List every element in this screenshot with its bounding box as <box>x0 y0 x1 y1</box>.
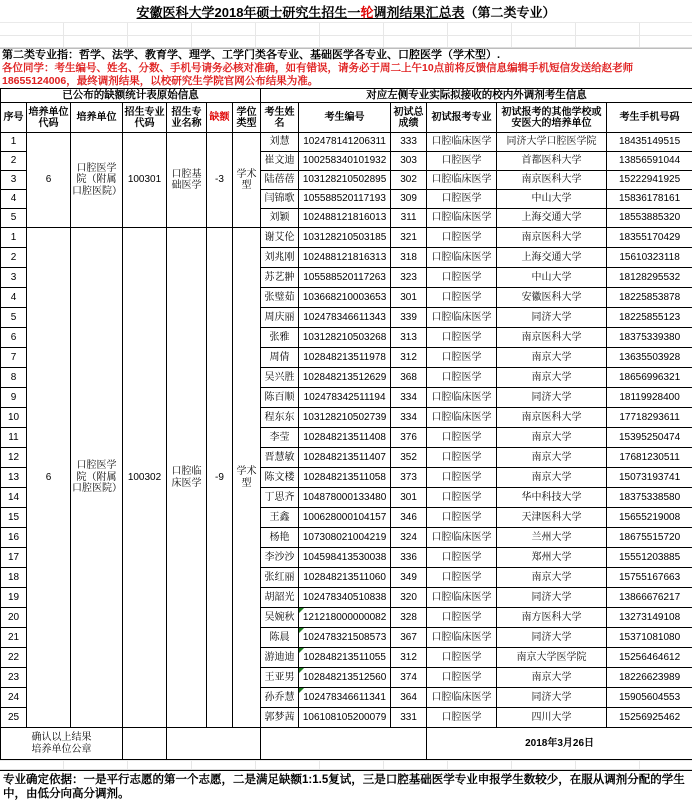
applied-major-cell[interactable]: 口腔医学 <box>427 708 497 728</box>
page-title <box>0 0 692 22</box>
col-header-phone[interactable]: 考生手机号码 <box>607 103 692 133</box>
phone-cell[interactable]: 13866676217 <box>607 588 692 608</box>
applied-school-cell[interactable]: 南京大学医学院 <box>497 648 607 668</box>
phone-cell[interactable]: 18675515720 <box>607 528 692 548</box>
score-cell[interactable]: 323 <box>391 268 427 288</box>
applied-school-cell[interactable]: 南京医科大学 <box>497 408 607 428</box>
unit-code-cell[interactable]: 6 <box>27 228 71 728</box>
seq-cell[interactable]: 12 <box>1 448 27 468</box>
notes-block <box>0 48 692 88</box>
flag-triangle-icon <box>299 628 304 633</box>
score-cell[interactable]: 368 <box>391 368 427 388</box>
score-cell[interactable]: 318 <box>391 248 427 268</box>
phone-cell[interactable]: 15905604553 <box>607 688 692 708</box>
score-cell[interactable]: 346 <box>391 508 427 528</box>
exam-number-cell[interactable]: 102488121816013 <box>299 209 391 228</box>
score-cell[interactable]: 320 <box>391 588 427 608</box>
seq-cell[interactable]: 23 <box>1 668 27 688</box>
candidate-name-cell[interactable]: 陈晨 <box>261 628 299 648</box>
exam-number-cell[interactable]: 121218000000082 <box>299 608 391 628</box>
empty-grid-band-bottom <box>0 760 692 770</box>
col-header-major-name[interactable]: 招生专业名称 <box>167 103 207 133</box>
candidate-name-cell[interactable]: 周倩 <box>261 348 299 368</box>
category-note-label: 第二类专业指： <box>2 49 79 61</box>
phone-cell[interactable]: 17681230511 <box>607 448 692 468</box>
seq-cell[interactable]: 8 <box>1 368 27 388</box>
applied-school-cell[interactable]: 同济大学 <box>497 588 607 608</box>
applied-major-cell[interactable]: 口腔临床医学 <box>427 388 497 408</box>
applied-major-cell[interactable]: 口腔医学 <box>427 508 497 528</box>
applied-major-cell[interactable]: 口腔医学 <box>427 668 497 688</box>
results-table <box>0 88 692 760</box>
score-cell[interactable]: 309 <box>391 190 427 209</box>
phone-cell[interactable]: 13635503928 <box>607 348 692 368</box>
category-note <box>2 49 690 62</box>
phone-cell[interactable]: 18656996321 <box>607 368 692 388</box>
applied-school-cell[interactable]: 南京大学 <box>497 348 607 368</box>
applied-school-cell[interactable]: 南京大学 <box>497 568 607 588</box>
applied-school-cell[interactable]: 同济大学 <box>497 628 607 648</box>
score-cell[interactable]: 352 <box>391 448 427 468</box>
applied-major-cell[interactable]: 口腔临床医学 <box>427 248 497 268</box>
seq-cell[interactable]: 5 <box>1 308 27 328</box>
degree-type-cell[interactable]: 学术型 <box>233 133 261 228</box>
applied-major-cell[interactable]: 口腔医学 <box>427 468 497 488</box>
warning-note: 各位同学：考生编号、姓名、分数、手机号请务必核对准确，如有错误，请务必于周二上午10点前将反馈信息编辑手机短信发送给赵老师18655124006，最终调剂结果，以校研究生学院官网公布结果为准。 <box>2 62 690 88</box>
applied-school-cell[interactable]: 首都医科大学 <box>497 152 607 171</box>
confirm-empty-cell-1[interactable] <box>123 728 167 760</box>
score-cell[interactable]: 301 <box>391 288 427 308</box>
seq-cell[interactable]: 20 <box>1 608 27 628</box>
applied-school-cell[interactable]: 天津医科大学 <box>497 508 607 528</box>
basis-note-label: 专业确定依据： <box>3 774 84 786</box>
seq-cell[interactable]: 3 <box>1 268 27 288</box>
score-cell[interactable]: 311 <box>391 209 427 228</box>
exam-number-cell[interactable]: 102848213511408 <box>299 428 391 448</box>
applied-major-cell[interactable]: 口腔医学 <box>427 368 497 388</box>
seq-cell[interactable]: 7 <box>1 348 27 368</box>
table-row <box>1 228 692 248</box>
applied-major-cell[interactable]: 口腔医学 <box>427 568 497 588</box>
applied-school-cell[interactable]: 中山大学 <box>497 190 607 209</box>
exam-number-cell[interactable]: 107308021004219 <box>299 528 391 548</box>
candidate-name-cell[interactable]: 杨艳 <box>261 528 299 548</box>
seq-cell[interactable]: 1 <box>1 133 27 152</box>
candidate-name-cell[interactable]: 吴兴胜 <box>261 368 299 388</box>
candidate-name-cell[interactable]: 王鑫 <box>261 508 299 528</box>
seq-cell[interactable]: 6 <box>1 328 27 348</box>
flag-triangle-icon <box>299 668 304 673</box>
unit-name-cell[interactable]: 口腔医学院（附属口腔医院） <box>71 228 123 728</box>
phone-cell[interactable]: 18355170429 <box>607 228 692 248</box>
exam-number-cell[interactable]: 102848213511058 <box>299 468 391 488</box>
exam-number-cell[interactable]: 102848213512629 <box>299 368 391 388</box>
score-cell[interactable]: 302 <box>391 171 427 190</box>
phone-cell[interactable]: 15395250474 <box>607 428 692 448</box>
score-cell[interactable]: 349 <box>391 568 427 588</box>
exam-number-cell[interactable]: 102478340510838 <box>299 588 391 608</box>
col-header-unit-code[interactable]: 培养单位代码 <box>27 103 71 133</box>
phone-cell[interactable]: 17718293611 <box>607 408 692 428</box>
candidate-name-cell[interactable]: 丁思齐 <box>261 488 299 508</box>
exam-number-cell[interactable]: 102478342511194 <box>299 388 391 408</box>
col-header-quota[interactable]: 缺额 <box>207 103 233 133</box>
candidate-name-cell[interactable]: 游迪迪 <box>261 648 299 668</box>
seq-cell[interactable]: 5 <box>1 209 27 228</box>
applied-major-cell[interactable]: 口腔医学 <box>427 190 497 209</box>
confirm-row <box>1 728 692 760</box>
seq-cell[interactable]: 2 <box>1 248 27 268</box>
exam-number-cell[interactable]: 106108105200079 <box>299 708 391 728</box>
applied-major-cell[interactable]: 口腔临床医学 <box>427 588 497 608</box>
exam-number-cell[interactable]: 103128210502739 <box>299 408 391 428</box>
phone-cell[interactable]: 15551203885 <box>607 548 692 568</box>
candidate-name-cell[interactable]: 张红丽 <box>261 568 299 588</box>
col-header-seq[interactable]: 序号 <box>1 103 27 133</box>
applied-school-cell[interactable]: 华中科技大学 <box>497 488 607 508</box>
score-cell[interactable]: 312 <box>391 348 427 368</box>
applied-school-cell[interactable]: 同济大学口腔医学院 <box>497 133 607 152</box>
applied-major-cell[interactable]: 口腔医学 <box>427 348 497 368</box>
unit-code-cell[interactable]: 6 <box>27 133 71 228</box>
col-header-applied-school[interactable]: 初试报考的其他学校或安医大的培养单位 <box>497 103 607 133</box>
category-note-text: 哲学、法学、教育学、理学、工学门类各专业、基础医学各专业、口腔医学（学术型）. <box>79 49 500 61</box>
applied-major-cell[interactable]: 口腔医学 <box>427 488 497 508</box>
score-cell[interactable]: 339 <box>391 308 427 328</box>
seq-cell[interactable]: 2 <box>1 152 27 171</box>
seq-cell[interactable]: 25 <box>1 708 27 728</box>
candidate-name-cell[interactable]: 程东东 <box>261 408 299 428</box>
candidate-name-cell[interactable]: 崔文迪 <box>261 152 299 171</box>
candidate-name-cell[interactable]: 王亚男 <box>261 668 299 688</box>
phone-cell[interactable]: 18375339380 <box>607 328 692 348</box>
exam-number-cell[interactable]: 105588520117263 <box>299 268 391 288</box>
applied-school-cell[interactable]: 南京大学 <box>497 368 607 388</box>
seq-cell[interactable]: 16 <box>1 528 27 548</box>
right-group-header[interactable]: 对应左侧专业实际拟接收的校内外调剂考生信息 <box>261 89 692 103</box>
candidate-name-cell[interactable]: 刘兆刚 <box>261 248 299 268</box>
score-cell[interactable]: 303 <box>391 152 427 171</box>
phone-cell[interactable]: 15256925462 <box>607 708 692 728</box>
exam-number-cell[interactable]: 104598413530038 <box>299 548 391 568</box>
quota-cell[interactable]: -3 <box>207 133 233 228</box>
seq-cell[interactable]: 1 <box>1 228 27 248</box>
score-cell[interactable]: 331 <box>391 708 427 728</box>
exam-number-cell[interactable]: 100628000104157 <box>299 508 391 528</box>
seq-cell[interactable]: 9 <box>1 388 27 408</box>
exam-number-cell[interactable]: 102848213512560 <box>299 668 391 688</box>
exam-number-cell[interactable]: 102478141206311 <box>299 133 391 152</box>
candidate-name-cell[interactable]: 刘颖 <box>261 209 299 228</box>
seq-cell[interactable]: 22 <box>1 648 27 668</box>
applied-major-cell[interactable]: 口腔医学 <box>427 648 497 668</box>
candidate-name-cell[interactable]: 张雅 <box>261 328 299 348</box>
candidate-name-cell[interactable]: 闫锦歌 <box>261 190 299 209</box>
score-cell[interactable]: 328 <box>391 608 427 628</box>
exam-number-cell[interactable]: 102478346611343 <box>299 308 391 328</box>
applied-school-cell[interactable]: 同济大学 <box>497 688 607 708</box>
score-cell[interactable]: 324 <box>391 528 427 548</box>
column-header-row <box>1 103 692 133</box>
exam-number-cell[interactable]: 102488121816313 <box>299 248 391 268</box>
applied-school-cell[interactable]: 南京大学 <box>497 448 607 468</box>
confirm-line1: 确认以上结果 <box>2 732 121 744</box>
major-name-cell[interactable]: 口腔临床医学 <box>167 228 207 728</box>
confirm-empty-cell-3[interactable] <box>261 728 427 760</box>
seq-cell[interactable]: 19 <box>1 588 27 608</box>
score-cell[interactable]: 301 <box>391 488 427 508</box>
page-title-highlight: 轮 <box>360 5 373 20</box>
applied-major-cell[interactable]: 口腔临床医学 <box>427 408 497 428</box>
seq-cell[interactable]: 4 <box>1 190 27 209</box>
exam-number-cell[interactable]: 102848213511407 <box>299 448 391 468</box>
flag-triangle-icon <box>299 608 304 613</box>
score-cell[interactable]: 367 <box>391 628 427 648</box>
applied-major-cell[interactable]: 口腔医学 <box>427 268 497 288</box>
score-cell[interactable]: 334 <box>391 408 427 428</box>
applied-major-cell[interactable]: 口腔医学 <box>427 328 497 348</box>
candidate-name-cell[interactable]: 周庆丽 <box>261 308 299 328</box>
col-header-degree-type[interactable]: 学位类型 <box>233 103 261 133</box>
flag-triangle-icon <box>299 648 304 653</box>
exam-number-cell[interactable]: 103128210503185 <box>299 228 391 248</box>
applied-major-cell[interactable]: 口腔临床医学 <box>427 209 497 228</box>
phone-cell[interactable]: 18119928400 <box>607 388 692 408</box>
seq-cell[interactable]: 24 <box>1 688 27 708</box>
score-cell[interactable]: 313 <box>391 328 427 348</box>
applied-school-cell[interactable]: 南京大学 <box>497 428 607 448</box>
major-code-cell[interactable]: 100302 <box>123 228 167 728</box>
applied-major-cell[interactable]: 口腔临床医学 <box>427 308 497 328</box>
phone-cell[interactable]: 15755167663 <box>607 568 692 588</box>
candidate-name-cell[interactable]: 陈文楼 <box>261 468 299 488</box>
exam-number-cell[interactable]: 102478346611341 <box>299 688 391 708</box>
exam-number-cell[interactable]: 100258340101932 <box>299 152 391 171</box>
major-name-cell[interactable]: 口腔基础医学 <box>167 133 207 228</box>
candidate-name-cell[interactable]: 吴婉秋 <box>261 608 299 628</box>
applied-major-cell[interactable]: 口腔医学 <box>427 448 497 468</box>
date-cell[interactable]: 2018年3月26日 <box>427 728 692 760</box>
applied-major-cell[interactable]: 口腔医学 <box>427 288 497 308</box>
phone-cell[interactable]: 15655219008 <box>607 508 692 528</box>
col-header-applied-major[interactable]: 初试报考专业 <box>427 103 497 133</box>
results-table-body <box>1 133 692 728</box>
basis-note-text: 一是平行志愿的第一个志愿，二是满足缺额1:1.5复试，三是口腔基础医学专业申报学生数较少，在服从调剂分配的学生中，由低分向高分调剂。 <box>3 774 685 800</box>
page-title-paren: （第二类专业） <box>464 2 555 21</box>
exam-number-cell[interactable]: 105588520117193 <box>299 190 391 209</box>
score-cell[interactable]: 336 <box>391 548 427 568</box>
page-title-prefix: 安徽医科大学2018年硕士研究生招生一 <box>137 5 361 20</box>
applied-major-cell[interactable]: 口腔临床医学 <box>427 133 497 152</box>
applied-major-cell[interactable]: 口腔临床医学 <box>427 171 497 190</box>
col-header-major-code[interactable]: 招生专业代码 <box>123 103 167 133</box>
phone-cell[interactable]: 18226623989 <box>607 668 692 688</box>
confirm-line2: 培养单位公章 <box>2 744 121 756</box>
seq-cell[interactable]: 3 <box>1 171 27 190</box>
applied-major-cell[interactable]: 口腔临床医学 <box>427 688 497 708</box>
col-header-score[interactable]: 初试总成绩 <box>391 103 427 133</box>
applied-school-cell[interactable]: 郑州大学 <box>497 548 607 568</box>
applied-school-cell[interactable]: 同济大学 <box>497 308 607 328</box>
score-cell[interactable]: 321 <box>391 228 427 248</box>
applied-major-cell[interactable]: 口腔医学 <box>427 152 497 171</box>
table-row <box>1 133 692 152</box>
applied-major-cell[interactable]: 口腔临床医学 <box>427 528 497 548</box>
score-cell[interactable]: 333 <box>391 133 427 152</box>
seq-cell[interactable]: 13 <box>1 468 27 488</box>
exam-number-cell[interactable]: 103128210503268 <box>299 328 391 348</box>
group-header-row <box>1 89 692 103</box>
candidate-name-cell[interactable]: 李沙沙 <box>261 548 299 568</box>
candidate-name-cell[interactable]: 郭梦茜 <box>261 708 299 728</box>
score-cell[interactable]: 376 <box>391 428 427 448</box>
applied-school-cell[interactable]: 安徽医科大学 <box>497 288 607 308</box>
seq-cell[interactable]: 17 <box>1 548 27 568</box>
applied-school-cell[interactable]: 南京大学 <box>497 668 607 688</box>
applied-school-cell[interactable]: 中山大学 <box>497 268 607 288</box>
exam-number-cell[interactable]: 102848213511060 <box>299 568 391 588</box>
candidate-name-cell[interactable]: 陆蓓蓓 <box>261 171 299 190</box>
confirm-cell[interactable] <box>1 728 123 760</box>
exam-number-cell[interactable]: 102478321508573 <box>299 628 391 648</box>
score-cell[interactable]: 334 <box>391 388 427 408</box>
applied-school-cell[interactable]: 南京医科大学 <box>497 328 607 348</box>
exam-number-cell[interactable]: 103668210003653 <box>299 288 391 308</box>
applied-school-cell[interactable]: 南京大学 <box>497 468 607 488</box>
seq-cell[interactable]: 15 <box>1 508 27 528</box>
phone-cell[interactable]: 13856591044 <box>607 152 692 171</box>
applied-major-cell[interactable]: 口腔医学 <box>427 608 497 628</box>
score-cell[interactable]: 364 <box>391 688 427 708</box>
col-header-candidate-name[interactable]: 考生姓名 <box>261 103 299 133</box>
phone-cell[interactable]: 18375338580 <box>607 488 692 508</box>
seq-cell[interactable]: 21 <box>1 628 27 648</box>
applied-school-cell[interactable]: 上海交通大学 <box>497 248 607 268</box>
confirm-empty-cell-2[interactable] <box>167 728 261 760</box>
candidate-name-cell[interactable]: 谢艾伦 <box>261 228 299 248</box>
score-cell[interactable]: 374 <box>391 668 427 688</box>
phone-cell[interactable]: 18553885320 <box>607 209 692 228</box>
applied-school-cell[interactable]: 上海交通大学 <box>497 209 607 228</box>
col-header-exam-number[interactable]: 考生编号 <box>299 103 391 133</box>
phone-cell[interactable]: 18225855123 <box>607 308 692 328</box>
phone-cell[interactable]: 15371081080 <box>607 628 692 648</box>
applied-major-cell[interactable]: 口腔临床医学 <box>427 628 497 648</box>
applied-major-cell[interactable]: 口腔医学 <box>427 428 497 448</box>
empty-grid-band <box>0 22 692 48</box>
phone-cell[interactable]: 13273149108 <box>607 608 692 628</box>
phone-cell[interactable]: 18128295532 <box>607 268 692 288</box>
quota-cell[interactable]: -9 <box>207 228 233 728</box>
phone-cell[interactable]: 15073193741 <box>607 468 692 488</box>
seq-cell[interactable]: 10 <box>1 408 27 428</box>
phone-cell[interactable]: 18435149515 <box>607 133 692 152</box>
phone-cell[interactable]: 15610323118 <box>607 248 692 268</box>
candidate-name-cell[interactable]: 孙乔慧 <box>261 688 299 708</box>
unit-name-cell[interactable]: 口腔医学院（附属口腔医院） <box>71 133 123 228</box>
major-code-cell[interactable]: 100301 <box>123 133 167 228</box>
phone-cell[interactable]: 18225853878 <box>607 288 692 308</box>
exam-number-cell[interactable]: 102848213511978 <box>299 348 391 368</box>
applied-school-cell[interactable]: 四川大学 <box>497 708 607 728</box>
applied-major-cell[interactable]: 口腔医学 <box>427 228 497 248</box>
candidate-name-cell[interactable]: 胡韶光 <box>261 588 299 608</box>
applied-school-cell[interactable]: 兰州大学 <box>497 528 607 548</box>
col-header-unit[interactable]: 培养单位 <box>71 103 123 133</box>
left-group-header[interactable]: 已公布的缺额统计表原始信息 <box>1 89 261 103</box>
candidate-name-cell[interactable]: 苏艺翀 <box>261 268 299 288</box>
applied-school-cell[interactable]: 南方医科大学 <box>497 608 607 628</box>
candidate-name-cell[interactable]: 陈百顺 <box>261 388 299 408</box>
seq-cell[interactable]: 4 <box>1 288 27 308</box>
score-cell[interactable]: 373 <box>391 468 427 488</box>
seq-cell[interactable]: 18 <box>1 568 27 588</box>
phone-cell[interactable]: 15256464612 <box>607 648 692 668</box>
seq-cell[interactable]: 14 <box>1 488 27 508</box>
seq-cell[interactable]: 11 <box>1 428 27 448</box>
candidate-name-cell[interactable]: 张璧茹 <box>261 288 299 308</box>
candidate-name-cell[interactable]: 刘慧 <box>261 133 299 152</box>
score-cell[interactable]: 312 <box>391 648 427 668</box>
exam-number-cell[interactable]: 103128210502895 <box>299 171 391 190</box>
phone-cell[interactable]: 15222941925 <box>607 171 692 190</box>
flag-triangle-icon <box>299 688 304 693</box>
candidate-name-cell[interactable]: 李莹 <box>261 428 299 448</box>
applied-major-cell[interactable]: 口腔医学 <box>427 548 497 568</box>
applied-school-cell[interactable]: 南京医科大学 <box>497 228 607 248</box>
phone-cell[interactable]: 15836178161 <box>607 190 692 209</box>
exam-number-cell[interactable]: 102848213511055 <box>299 648 391 668</box>
page-title-suffix: 调剂结果汇总表 <box>373 5 464 20</box>
applied-school-cell[interactable]: 同济大学 <box>497 388 607 408</box>
degree-type-cell[interactable]: 学术型 <box>233 228 261 728</box>
applied-school-cell[interactable]: 南京医科大学 <box>497 171 607 190</box>
exam-number-cell[interactable]: 104878000133480 <box>299 488 391 508</box>
basis-note <box>0 770 692 801</box>
candidate-name-cell[interactable]: 晋慧敏 <box>261 448 299 468</box>
